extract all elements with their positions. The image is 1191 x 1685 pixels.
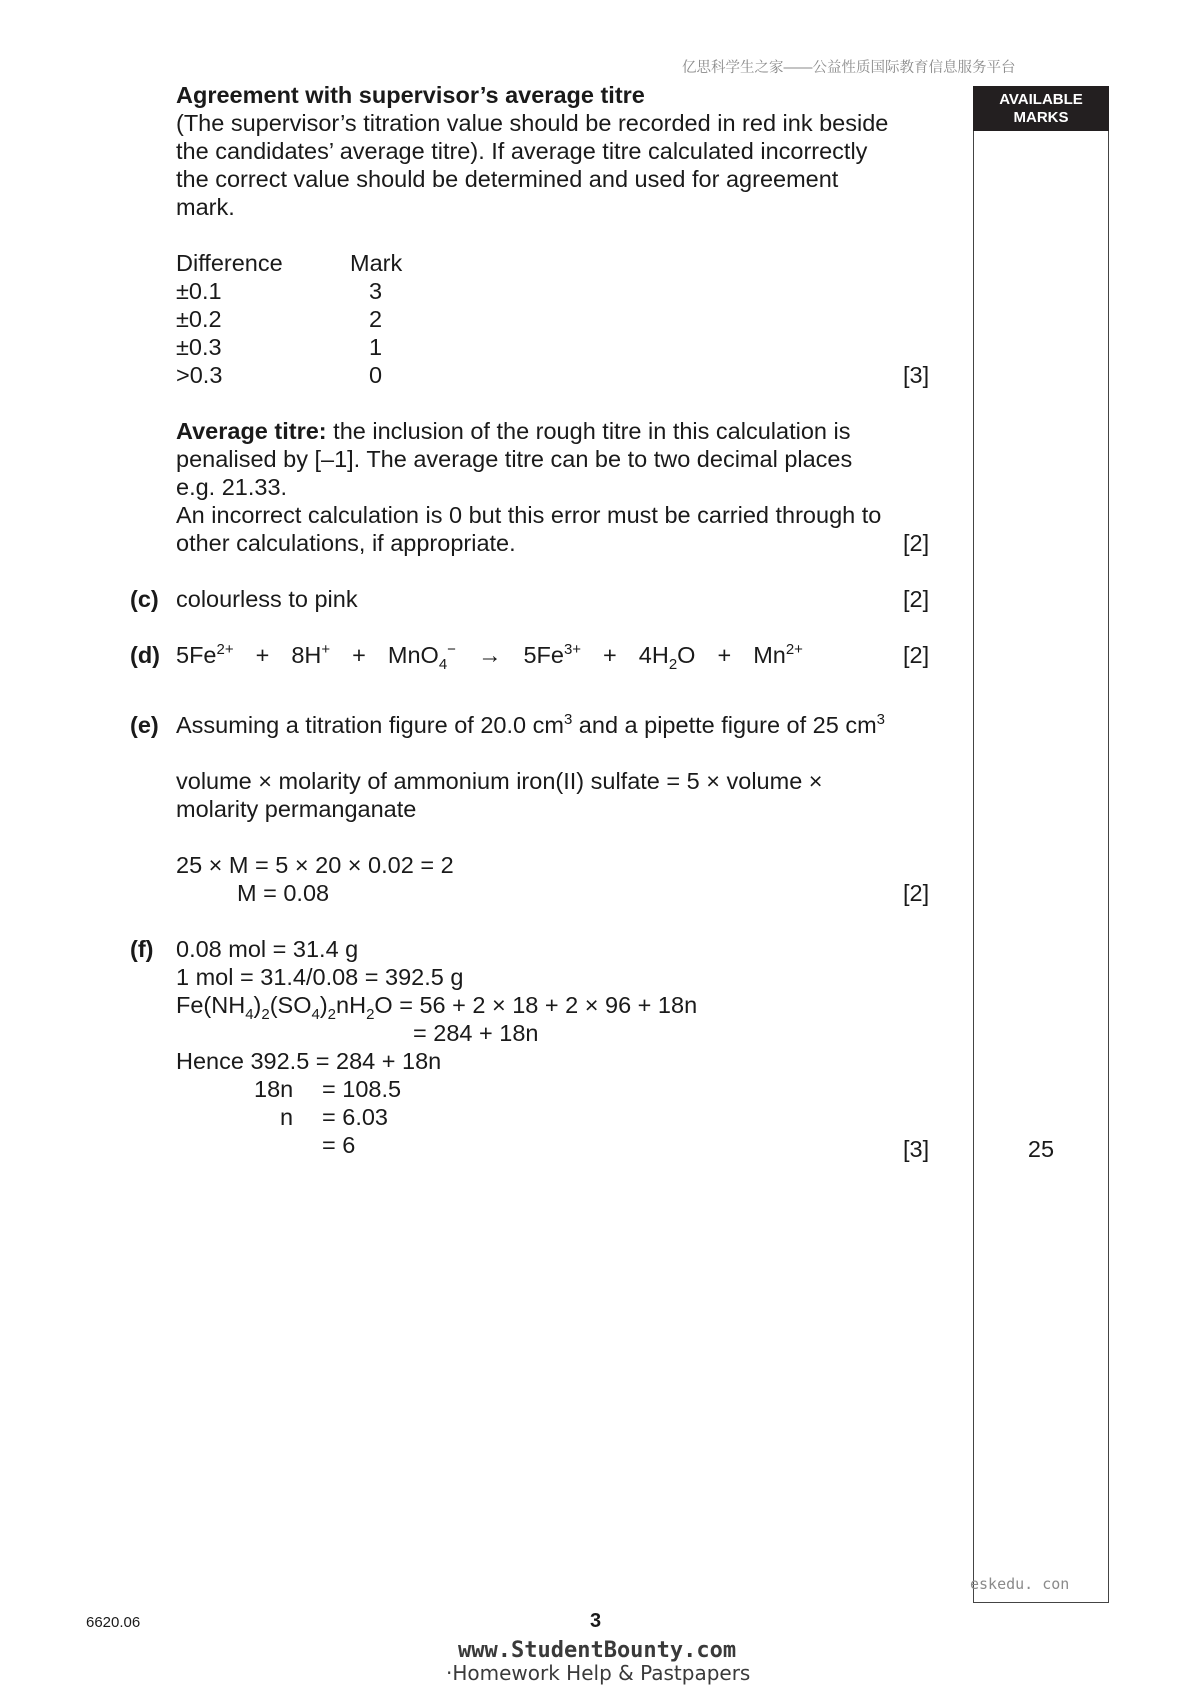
part-e-line-1 — [176, 711, 885, 739]
total-marks: 25 — [1027, 1136, 1055, 1162]
part-e-line-2: volume × molarity of ammonium iron(II) sulfate = 5 × volume × — [176, 768, 823, 794]
header-watermark: 亿思科学生之家——公益性质国际教育信息服务平台 — [682, 60, 1016, 76]
available-marks-title-line1: AVAILABLE — [999, 91, 1083, 108]
formula-part: Fe(NH — [176, 992, 246, 1018]
site-watermark: eskedu. con — [970, 1575, 1070, 1593]
formula-subscript: 2 — [366, 1006, 375, 1023]
studentbounty-tagline: ·Homework Help & Pastpapers — [446, 1661, 751, 1685]
part-e-line-4: 25 × M = 5 × 20 × 0.02 = 2 — [176, 852, 454, 878]
part-f-line-3 — [176, 991, 698, 1023]
eq-charge: 2+ — [785, 641, 803, 658]
part-e-marks: [2] — [903, 880, 930, 906]
part-f-line-2: 1 mol = 31.4/0.08 = 392.5 g — [176, 964, 464, 990]
table-cell-mark: 0 — [369, 362, 383, 388]
eq-term: 4H — [638, 642, 669, 668]
agreement-marks: [3] — [903, 362, 930, 388]
formula-subscript: 2 — [261, 1006, 270, 1023]
part-d-marks: [2] — [903, 642, 930, 668]
part-f-marks: [3] — [903, 1136, 930, 1162]
agreement-line-1: (The supervisor’s titration value should be recorded in red ink beside — [176, 110, 889, 136]
formula-part: ) — [319, 992, 328, 1018]
formula-part: nH — [336, 992, 367, 1018]
formula-subscript: 4 — [311, 1006, 320, 1023]
table-cell-mark: 3 — [369, 278, 383, 304]
part-f-line-4: = 284 + 18n — [413, 1020, 539, 1046]
average-heading: Average titre: — [176, 418, 327, 444]
part-f-line-1: 0.08 mol = 31.4 g — [176, 936, 359, 962]
available-marks-column — [973, 86, 1109, 1603]
average-line-2: penalised by [–1]. The average titre can be to two decimal places — [176, 446, 853, 472]
eq-plus: + — [603, 642, 617, 668]
available-marks-header — [973, 86, 1109, 131]
part-e-text: and a pipette figure of 25 cm — [572, 712, 877, 738]
unit-exponent: 3 — [563, 711, 573, 728]
agreement-heading: Agreement with supervisor’s average titre — [176, 82, 645, 108]
eq-term: 8H — [291, 642, 322, 668]
part-f-line-8: = 6 — [322, 1132, 356, 1158]
formula-part: O = 56 + 2 × 18 + 2 × 96 + 18n — [374, 992, 698, 1018]
average-marks: [2] — [903, 530, 930, 556]
part-f-line-7-lhs: n — [280, 1104, 294, 1130]
formula-subscript: 4 — [245, 1006, 254, 1023]
eq-charge: + — [321, 641, 331, 658]
eq-charge: 2+ — [216, 641, 234, 658]
eq-plus: + — [717, 642, 732, 668]
average-line-5: other calculations, if appropriate. — [176, 530, 516, 556]
average-line-3: e.g. 21.33. — [176, 474, 288, 500]
agreement-line-3: the correct value should be determined and used for agreement — [176, 166, 839, 192]
eq-subscript: 2 — [668, 656, 678, 673]
part-f-line-7-rhs: = 6.03 — [322, 1104, 388, 1130]
average-line-1 — [176, 417, 850, 445]
eq-arrow: → — [477, 642, 502, 668]
table-header-mark: Mark — [350, 250, 403, 276]
table-cell-difference: ±0.2 — [176, 306, 222, 332]
table-cell-mark: 1 — [369, 334, 383, 360]
part-e-label: (e) — [130, 712, 159, 738]
part-c-label: (c) — [130, 586, 159, 612]
eq-plus: + — [352, 642, 366, 668]
table-cell-difference: ±0.1 — [176, 278, 222, 304]
part-e-text: Assuming a titration figure of 20.0 cm — [176, 712, 564, 738]
part-c-marks: [2] — [903, 586, 930, 612]
part-c-text: colourless to pink — [176, 586, 358, 612]
unit-exponent: 3 — [876, 711, 886, 728]
part-f-label: (f) — [130, 936, 154, 962]
paper-code: 6620.06 — [86, 1614, 141, 1631]
part-e-line-3: molarity permanganate — [176, 796, 417, 822]
part-e-line-5: M = 0.08 — [237, 880, 330, 906]
available-marks-title-line2: MARKS — [1013, 109, 1069, 126]
part-f-line-6-lhs: 18n — [254, 1076, 294, 1102]
part-f-line-6-rhs: = 108.5 — [322, 1076, 402, 1102]
table-cell-mark: 2 — [369, 306, 383, 332]
eq-term: 5Fe — [523, 642, 564, 668]
eq-term: 5Fe — [176, 642, 217, 668]
eq-term: MnO — [387, 642, 439, 668]
eq-subscript: 4 — [438, 656, 448, 673]
agreement-line-4: mark. — [176, 194, 235, 220]
studentbounty-url[interactable]: www.StudentBounty.com — [458, 1638, 737, 1663]
formula-part: (SO — [269, 992, 312, 1018]
page-number: 3 — [590, 1610, 602, 1632]
eq-charge: − — [447, 641, 456, 658]
eq-term: O — [677, 642, 696, 668]
table-cell-difference: ±0.3 — [176, 334, 222, 360]
part-f-line-5: Hence 392.5 = 284 + 18n — [176, 1048, 442, 1074]
eq-charge: 3+ — [563, 641, 582, 658]
part-d-label: (d) — [130, 642, 161, 668]
agreement-line-2: the candidates’ average titre). If average titre calculated incorrectly — [176, 138, 868, 164]
table-cell-difference: >0.3 — [176, 362, 223, 388]
eq-plus: + — [255, 642, 270, 668]
formula-part: ) — [253, 992, 262, 1018]
formula-subscript: 2 — [327, 1006, 337, 1023]
average-line-1-text: the inclusion of the rough titre in this calculation is — [326, 418, 851, 444]
eq-term: Mn — [753, 642, 786, 668]
table-header-difference: Difference — [176, 250, 283, 276]
average-line-4: An incorrect calculation is 0 but this error must be carried through to — [176, 502, 882, 528]
part-d-equation — [176, 641, 803, 673]
